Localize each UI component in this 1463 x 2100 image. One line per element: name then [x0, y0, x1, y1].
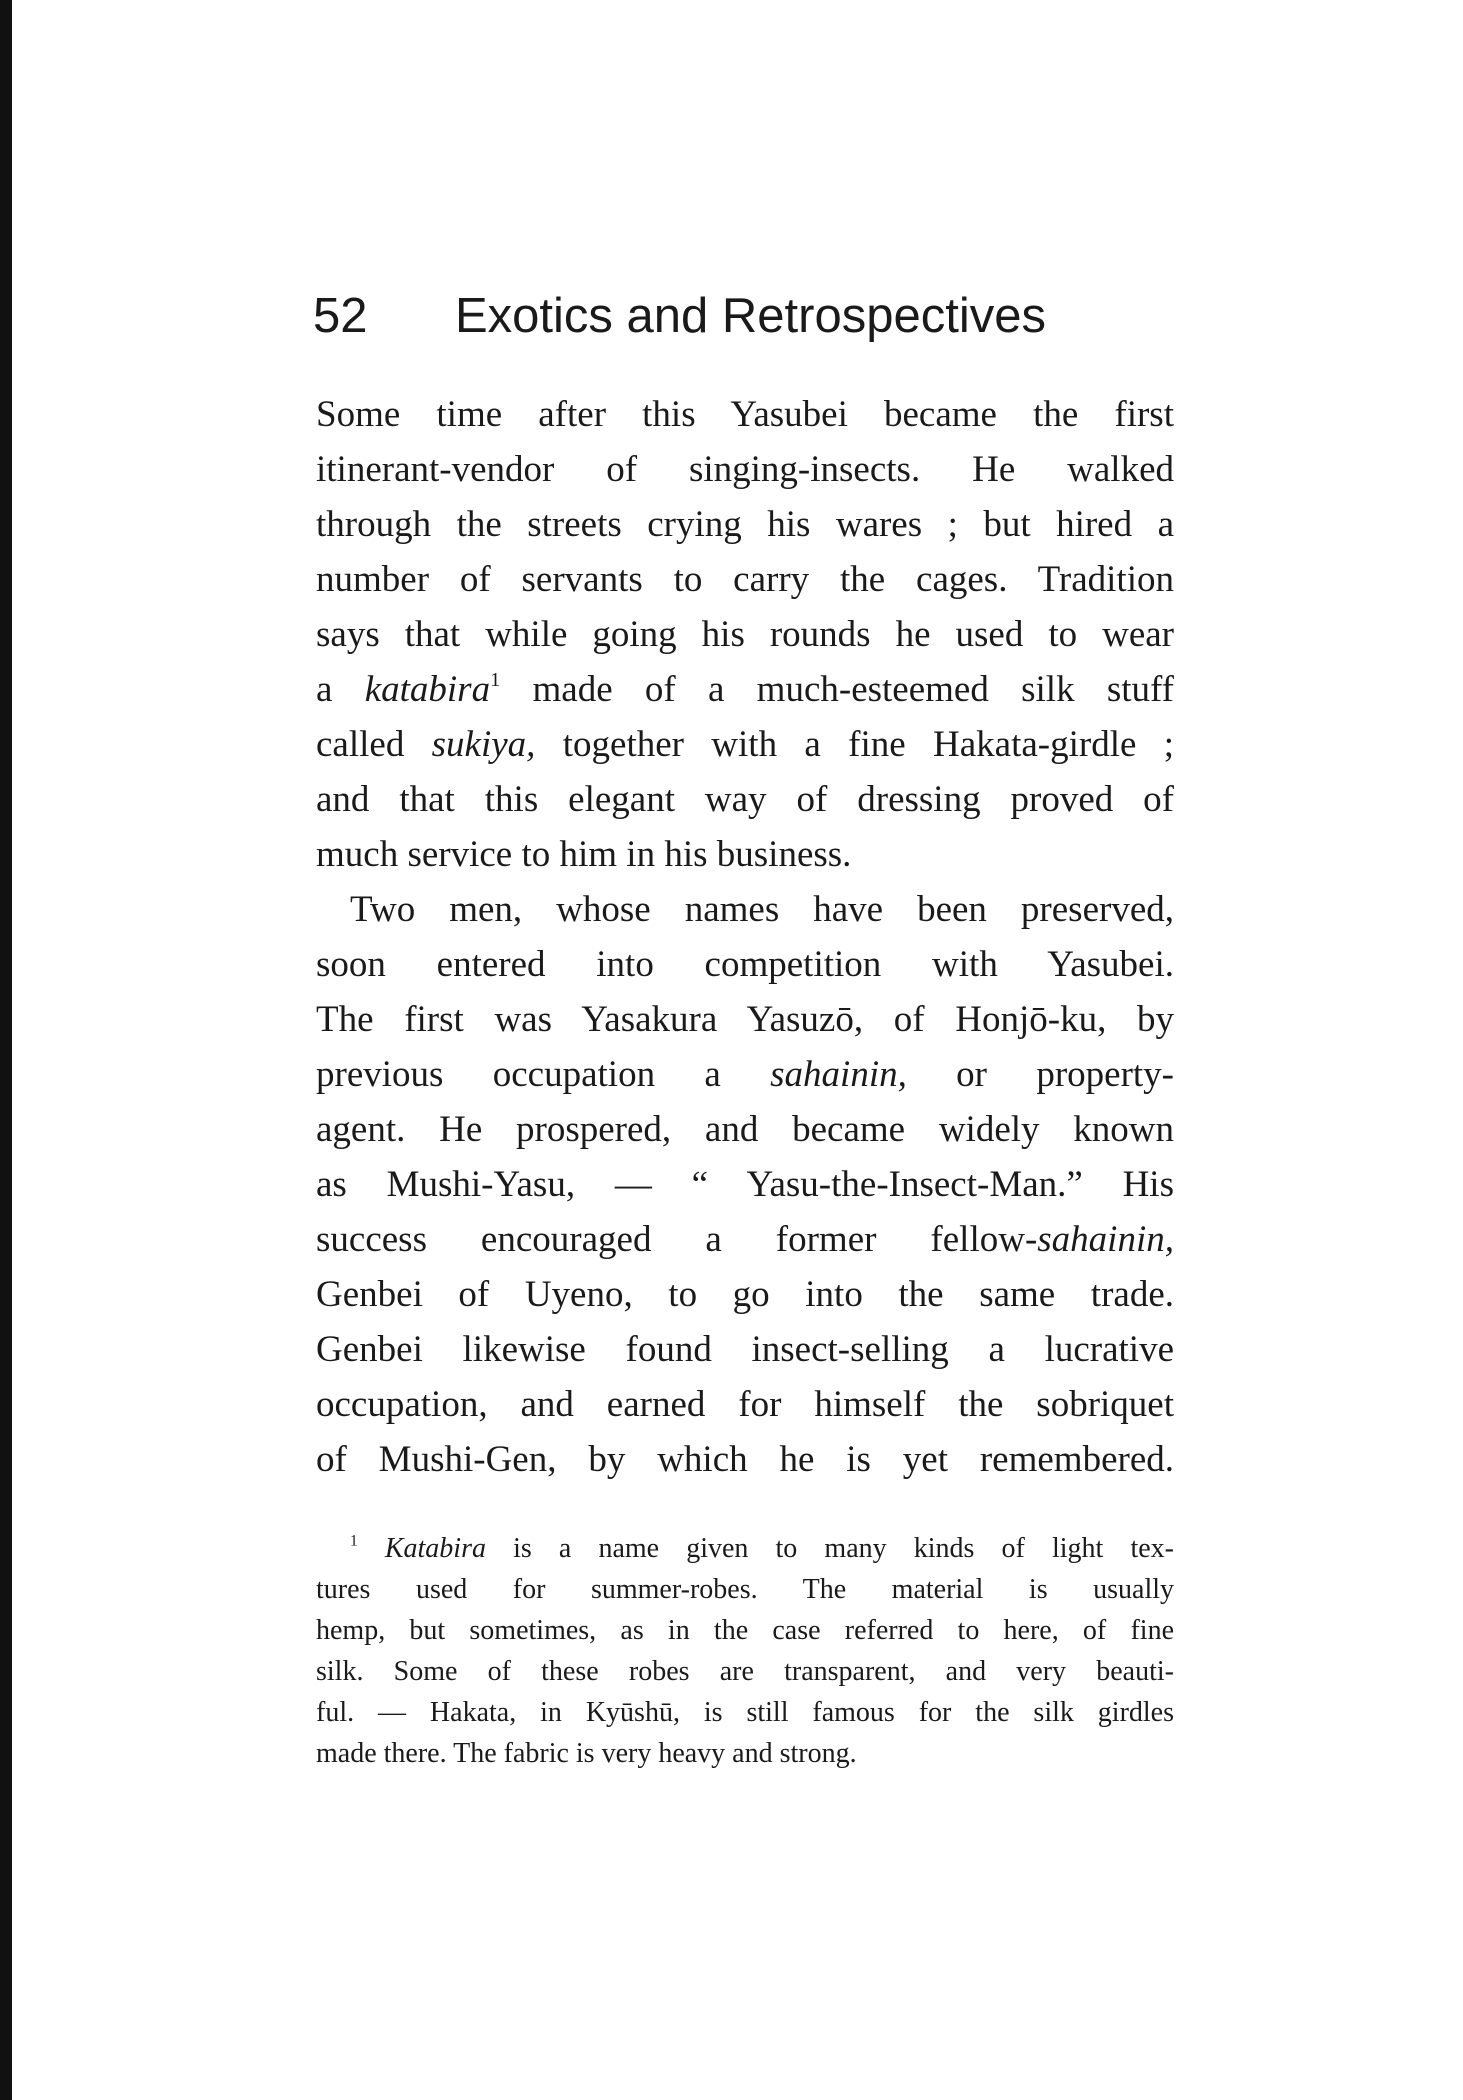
text-run: called: [316, 724, 432, 765]
running-title: Exotics and Retrospectives: [455, 289, 1046, 343]
text-run: tures used for summer-robes. The material is usually: [316, 1574, 1174, 1605]
text-run: ful. — Hakata, in Kyūshū, is still famous for the silk girdles: [316, 1697, 1174, 1728]
text-run: number of servants to carry the cages. Tradition: [316, 559, 1174, 600]
text-run: says that while going his rounds he used to wear: [316, 614, 1174, 655]
text-run: agent. He prospered, and became widely known: [316, 1109, 1174, 1150]
text-run: Two men, whose names have been preserved,: [350, 889, 1174, 930]
text-run: itinerant-vendor of singing-insects. He walked: [316, 449, 1174, 490]
text-run: hemp, but sometimes, as in the case referred to here, of fine: [316, 1615, 1174, 1646]
italic-term: katabira: [364, 669, 491, 710]
text-line: [316, 1432, 1174, 1487]
footnote-marker: 1: [490, 668, 501, 691]
text-line: [316, 1267, 1174, 1322]
text-run: or property-: [906, 1054, 1174, 1095]
text-line: [316, 387, 1174, 442]
footnote-line: [316, 1651, 1174, 1692]
page-number: 52: [313, 289, 368, 343]
paragraph-2: [316, 882, 1174, 1487]
text-run: and that this elegant way of dressing proved of: [316, 779, 1174, 820]
text-line: [316, 1047, 1174, 1102]
text-run: made there. The fabric is very heavy and strong.: [316, 1738, 857, 1769]
text-run: together with a fine Hakata-girdle ;: [535, 724, 1175, 765]
text-run: occupation, and earned for himself the sobriquet: [316, 1384, 1174, 1425]
text-line: [316, 882, 1174, 937]
text-run: Some time after this Yasubei became the first: [316, 394, 1174, 435]
footnote-line: [316, 1692, 1174, 1733]
text-line: [316, 1157, 1174, 1212]
text-run: success encouraged a former fellow-: [316, 1219, 1038, 1260]
body-text: [316, 387, 1174, 1487]
text-line: [316, 1322, 1174, 1377]
scan-edge-shadow: [0, 0, 12, 2100]
text-run: Genbei of Uyeno, to go into the same trade.: [316, 1274, 1174, 1315]
footnote-marker: 1: [350, 1532, 358, 1550]
text-line: [316, 992, 1174, 1047]
text-line: [316, 442, 1174, 497]
footnote-line: [316, 1733, 1174, 1774]
text-run: through the streets crying his wares ; but hired a: [316, 504, 1174, 545]
text-line: [316, 1102, 1174, 1157]
text-run: soon entered into competition with Yasubei.: [316, 944, 1174, 985]
text-line: [316, 607, 1174, 662]
text-run: of Mushi-Gen, by which he is yet remembered.: [316, 1439, 1174, 1480]
text-run: Genbei likewise found insect-selling a lucrative: [316, 1329, 1174, 1370]
text-line: [316, 1212, 1174, 1267]
text-line: [316, 497, 1174, 552]
text-run: much service to him in his business.: [316, 834, 852, 875]
italic-term: Katabira: [384, 1533, 486, 1564]
footnote: [316, 1528, 1174, 1774]
text-line: [316, 552, 1174, 607]
text-run: is a name given to many kinds of light tex-: [485, 1533, 1174, 1564]
italic-term: sahainin,: [770, 1054, 907, 1095]
text-run: The first was Yasakura Yasuzō, of Honjō-ku, by: [316, 999, 1174, 1040]
text-line: [316, 717, 1174, 772]
footnote-line: [316, 1610, 1174, 1651]
italic-term: sukiya,: [431, 724, 536, 765]
text-run: previous occupation a: [316, 1054, 771, 1095]
footnote-line: [316, 1528, 1174, 1569]
paragraph-1: [316, 387, 1174, 882]
text-run: made of a much-esteemed silk stuff: [500, 669, 1174, 710]
text-run: [358, 1533, 385, 1564]
text-line: [316, 1377, 1174, 1432]
page-header: [313, 288, 1183, 368]
italic-term: sahainin,: [1037, 1219, 1174, 1260]
text-line: [316, 937, 1174, 992]
text-line: [316, 772, 1174, 827]
text-run: silk. Some of these robes are transparent, and very beauti-: [316, 1656, 1174, 1687]
text-run: as Mushi-Yasu, — “ Yasu-the-Insect-Man.” His: [316, 1164, 1174, 1205]
text-run: a: [316, 669, 365, 710]
footnote-line: [316, 1569, 1174, 1610]
text-line: [316, 827, 1174, 882]
text-line: [316, 662, 1174, 717]
